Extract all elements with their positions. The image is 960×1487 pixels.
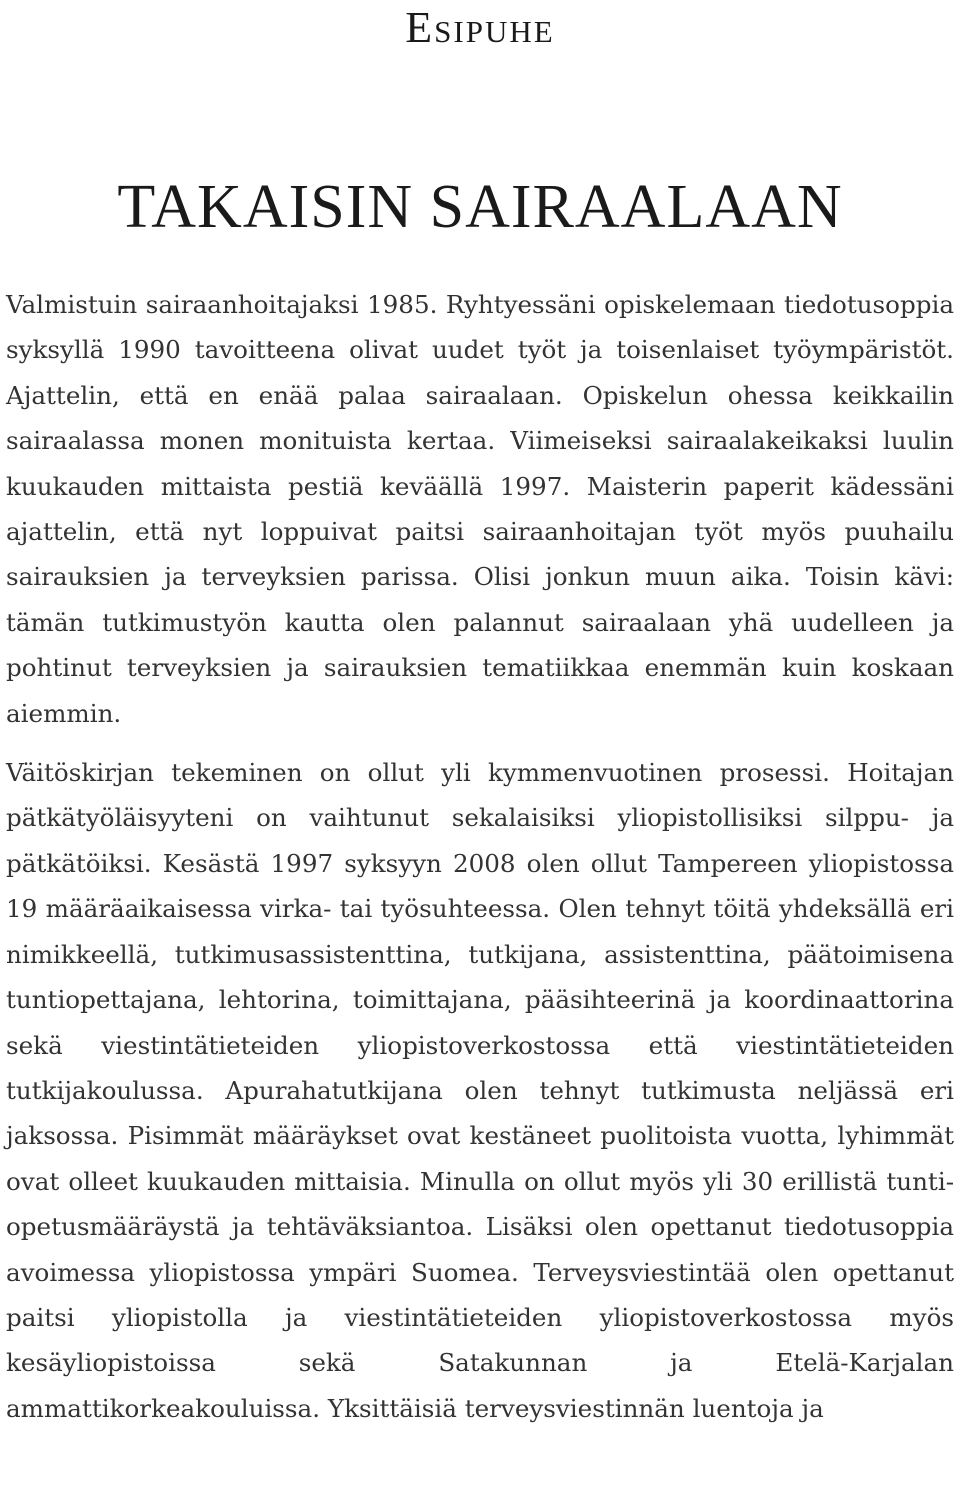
body-text [6,282,954,1431]
paragraph: Valmistuin sairaanhoitajaksi 1985. Ryhtyessäni opiskelemaan tiedotusoppia syksyllä 1990 tavoitteena olivat uudet työt ja toisenlaiset työympäristöt. Ajattelin, että en enää palaa sairaalaan. Opiskelun ohessa keikkailin sairaalassa monen monituista kertaa. Viimeiseksi sairaalakeikaksi luulin kuukauden mittaista pestiä keväällä 1997. Maisterin paperit kädessäni ajattelin, että nyt loppuivat paitsi sairaanhoitajan työt myös puuhailu sairauksien ja terveyksien parissa. Olisi jonkun muun aika. Toisin kävi: tämän tutkimustyön kautta olen palannut sairaalaan yhä uudelleen ja pohtinut terveyksien ja sairauksien tematiikkaa enemmän kuin koskaan aiemmin. [6,290,954,728]
paragraph: Väitöskirjan tekeminen on ollut yli kymmenvuotinen prosessi. Hoitajan pätkätyöläisyyteni on vaihtunut sekalaisiksi yliopistollisiksi silppu- ja pätkätöiksi. Kesästä 1997 syksyyn 2008 olen ollut Tampereen yliopistossa 19 määräaikaisessa virka- tai työsuhteessa. Olen tehnyt töitä yhdeksällä eri nimikkeellä, tutkimusassistenttina, tutkijana, assistenttina, päätoimisena tuntiopettajana, lehtorina, toimittajana, pääsihteerinä ja koordinaattorina sekä viestintätieteiden yliopistoverkostossa että viestintätieteiden tutkijakoulussa. Apurahatutkijana olen tehnyt tutkimusta neljässä eri jaksossa. Pisimmät määräykset ovat kestäneet puolitoista vuotta, lyhimmät ovat olleet kuukauden mittaisia. Minulla on ollut myös yli 30 erillistä tuntiopetusmääräystä ja tehtäväksiantoa. Lisäksi olen opettanut tiedotusoppia avoimessa yliopistossa ympäri Suomea. Terveysviestintää olen opettanut paitsi yliopistolla ja viestintätieteiden yliopistoverkostossa myös kesäyliopistoissa sekä Satakunnan ja Etelä-Karjalan ammattikorkeakouluissa. Yksittäisiä terveysviestinnän luentoja ja [6,758,954,1423]
section-title: Esipuhe [405,3,555,52]
chapter-title: TAKAISIN SAIRAALAAN [117,173,843,241]
